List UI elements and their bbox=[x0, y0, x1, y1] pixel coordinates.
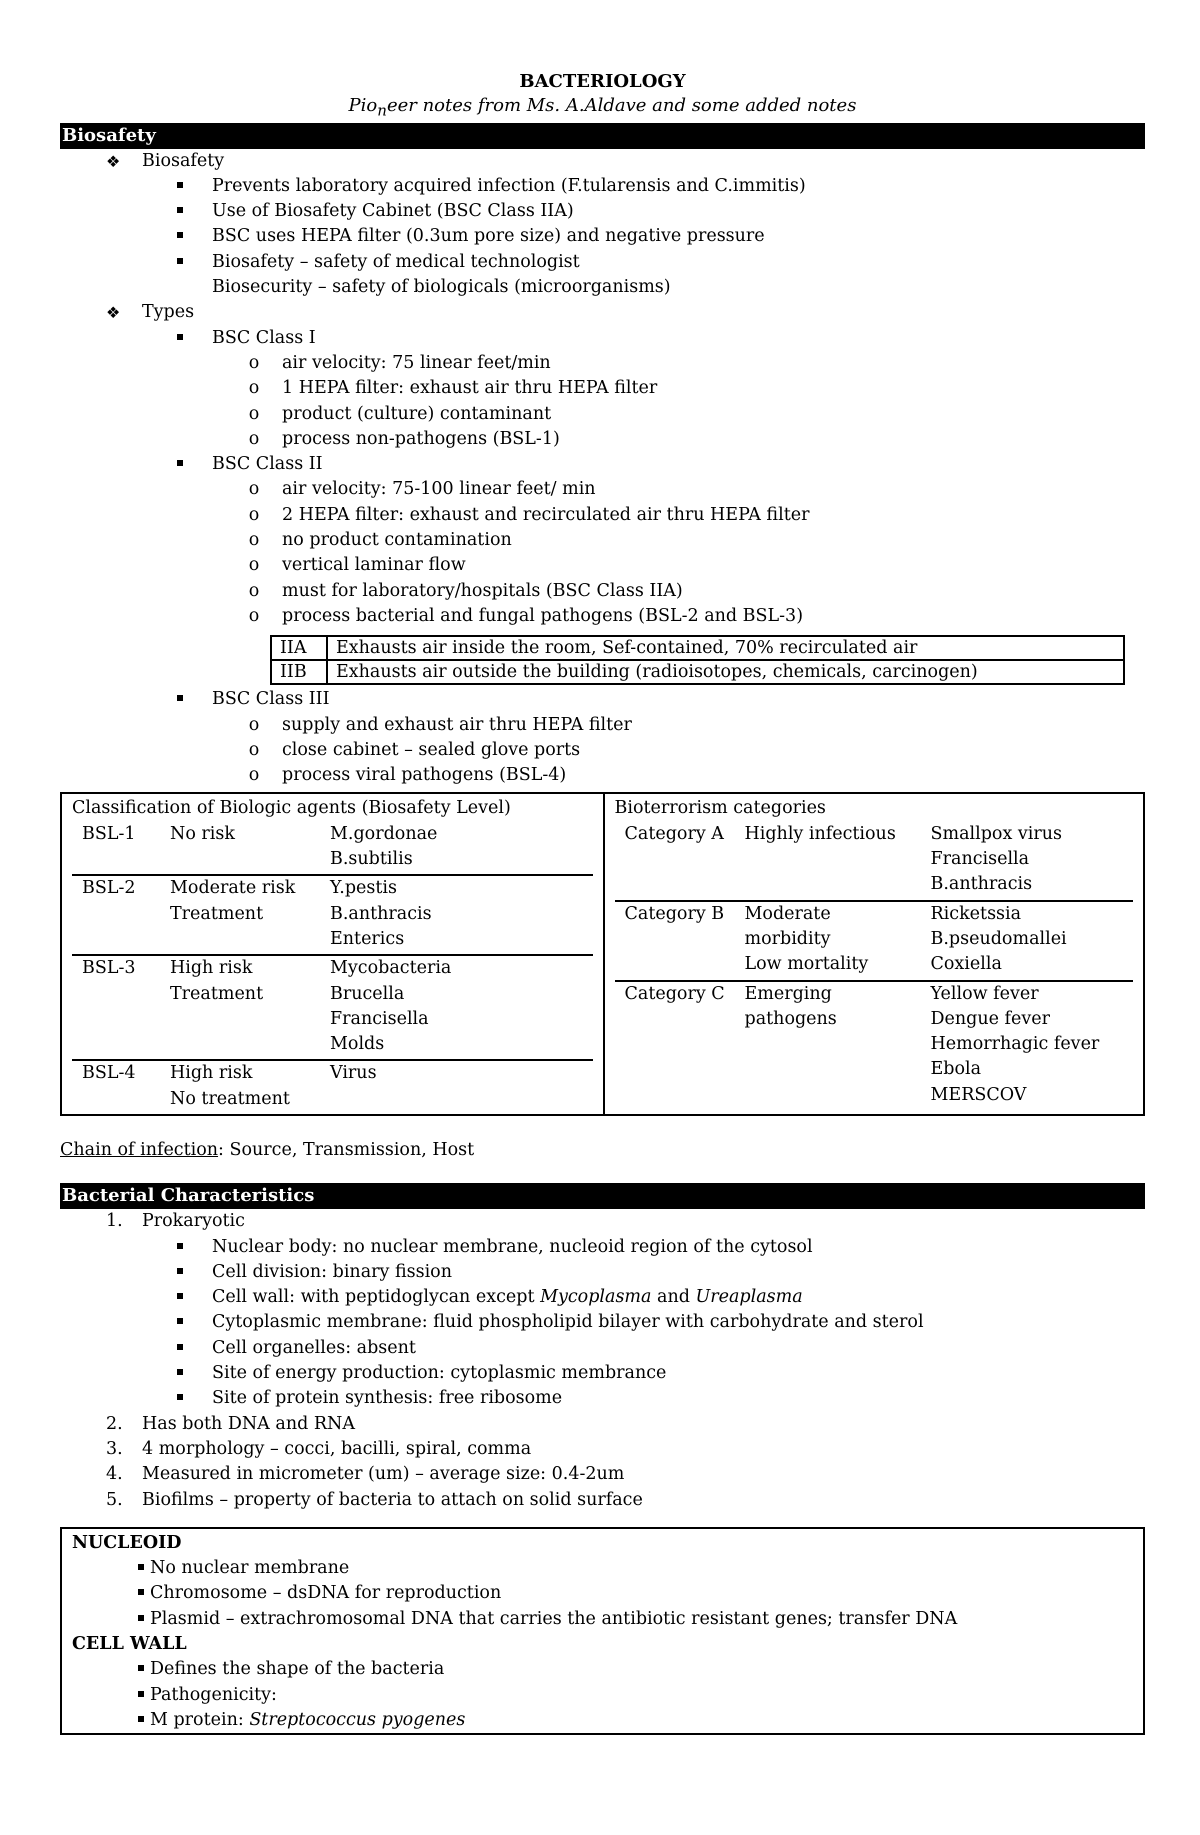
table-row bbox=[72, 822, 593, 877]
list-item: No nuclear membrane bbox=[72, 1556, 1133, 1581]
circle-bullet-icon: o bbox=[248, 580, 260, 601]
sub-item: o no product contamination bbox=[60, 528, 1145, 553]
subtitle-part: eer notes from Ms. A.Aldave and some added notes bbox=[386, 95, 857, 116]
circle-bullet-icon: o bbox=[248, 605, 260, 626]
bsl-table bbox=[62, 794, 603, 1114]
bsl-level: BSL-2 bbox=[82, 878, 136, 899]
list-item: Plasmid – extrachromosomal DNA that carries the antibiotic resistant genes; transfer DNA bbox=[72, 1607, 1133, 1632]
diamond-bullet-icon: ❖ bbox=[106, 303, 121, 323]
bt-desc: Moderate morbidity Low mortality bbox=[744, 903, 869, 975]
classification-grid bbox=[60, 792, 1145, 1116]
square-bullet-icon bbox=[134, 1683, 148, 1708]
heading-biosafety: ❖ Biosafety bbox=[60, 149, 1145, 174]
numbered-item: 3. 4 morphology – cocci, bacilli, spiral, comma bbox=[60, 1437, 1145, 1462]
bsl-agents: Virus bbox=[330, 1063, 377, 1084]
chain-text: : Source, Transmission, Host bbox=[218, 1139, 475, 1160]
bsl-table-title: Classification of Biologic agents (Biosafety Level) bbox=[72, 798, 511, 819]
list-item: Nuclear body: no nuclear membrane, nucleoid region of the cytosol bbox=[60, 1235, 1145, 1260]
document-page bbox=[60, 70, 1145, 1735]
list-item: Site of energy production: cytoplasmic membrance bbox=[60, 1361, 1145, 1386]
square-bullet-icon bbox=[134, 1581, 148, 1606]
square-bullet-icon bbox=[134, 1708, 148, 1733]
bsl-risk: No risk bbox=[170, 823, 235, 844]
list-item: M protein: Streptococcus pyogenes bbox=[72, 1708, 1133, 1733]
box-heading-nucleoid: NUCLEOID bbox=[72, 1532, 182, 1553]
circle-bullet-icon: o bbox=[248, 714, 260, 735]
sub-item: o process bacterial and fungal pathogens (BSL-2 and BSL-3) bbox=[60, 604, 1145, 629]
circle-bullet-icon: o bbox=[248, 403, 260, 424]
square-bullet-icon bbox=[134, 1657, 148, 1682]
list-number: 2. bbox=[106, 1413, 123, 1434]
table-row bbox=[72, 876, 593, 956]
square-bullet-icon bbox=[173, 1336, 187, 1361]
table-cell: Exhausts air outside the building (radioisotopes, chemicals, carcinogen) bbox=[327, 660, 1124, 684]
square-bullet-icon bbox=[173, 174, 187, 199]
bt-desc: Emerging pathogens bbox=[744, 983, 837, 1029]
bsc-class-3: BSC Class III bbox=[60, 687, 1145, 712]
list-item: Biosafety – safety of medical technologist bbox=[60, 250, 1145, 275]
table-row bbox=[271, 660, 1124, 684]
numbered-item: 2. Has both DNA and RNA bbox=[60, 1412, 1145, 1437]
square-bullet-icon bbox=[173, 1235, 187, 1260]
list-item-continuation: Biosecurity – safety of biologicals (microorganisms) bbox=[212, 277, 671, 298]
bt-category: Category A bbox=[624, 823, 724, 844]
bsl-level: BSL-4 bbox=[82, 1063, 136, 1084]
sub-item: o product (culture) contaminant bbox=[60, 402, 1145, 427]
square-bullet-icon bbox=[173, 1361, 187, 1386]
list-item: Defines the shape of the bacteria bbox=[72, 1657, 1133, 1682]
table-cell: IIB bbox=[271, 660, 327, 684]
nucleoid-cellwall-box bbox=[60, 1527, 1145, 1735]
table-cell: IIA bbox=[271, 636, 327, 660]
list-item: Site of protein synthesis: free ribosome bbox=[60, 1386, 1145, 1411]
bsl-agents: Mycobacteria Brucella Francisella Molds bbox=[330, 958, 452, 1055]
bsc-class-2: BSC Class II bbox=[60, 452, 1145, 477]
bt-category: Category B bbox=[624, 903, 725, 924]
bsl-risk: Moderate risk Treatment bbox=[170, 878, 296, 924]
bt-category: Category C bbox=[624, 983, 725, 1004]
bsl-agents: M.gordonae B.subtilis bbox=[330, 823, 438, 870]
circle-bullet-icon: o bbox=[248, 530, 260, 551]
square-bullet-icon bbox=[173, 1310, 187, 1335]
square-bullet-icon bbox=[173, 1260, 187, 1285]
list-item: Cell organelles: absent bbox=[60, 1336, 1145, 1361]
list-item: Pathogenicity: bbox=[72, 1683, 1133, 1708]
list-item: Prevents laboratory acquired infection (F.tularensis and C.immitis) bbox=[60, 174, 1145, 199]
sub-item: o supply and exhaust air thru HEPA filter bbox=[60, 713, 1145, 738]
circle-bullet-icon: o bbox=[248, 428, 260, 449]
table-row bbox=[271, 636, 1124, 660]
table-row bbox=[615, 982, 1134, 1110]
sub-item: o 1 HEPA filter: exhaust air thru HEPA filter bbox=[60, 376, 1145, 401]
bsl-risk: High risk Treatment bbox=[170, 958, 264, 1004]
bsl-level: BSL-3 bbox=[82, 958, 136, 979]
list-item: Use of Biosafety Cabinet (BSC Class IIA) bbox=[60, 199, 1145, 224]
doc-title: BACTERIOLOGY bbox=[519, 71, 686, 92]
sub-item: o must for laboratory/hospitals (BSC Class IIA) bbox=[60, 579, 1145, 604]
bsc-class-1: BSC Class I bbox=[60, 326, 1145, 351]
list-item: BSC uses HEPA filter (0.3um pore size) and negative pressure bbox=[60, 224, 1145, 249]
heading-types: ❖ Types bbox=[60, 300, 1145, 325]
square-bullet-icon bbox=[173, 326, 187, 351]
bsl-level: BSL-1 bbox=[82, 823, 136, 844]
numbered-item: 4. Measured in micrometer (um) – average size: 0.4-2um bbox=[60, 1462, 1145, 1487]
circle-bullet-icon: o bbox=[248, 504, 260, 525]
bt-agents: Yellow fever Dengue fever Hemorrhagic fever Ebola MERSCOV bbox=[930, 983, 1100, 1105]
square-bullet-icon bbox=[173, 687, 187, 712]
list-number: 4. bbox=[106, 1464, 123, 1485]
square-bullet-icon bbox=[134, 1607, 148, 1632]
circle-bullet-icon: o bbox=[248, 739, 260, 760]
table-row bbox=[72, 956, 593, 1061]
sub-item: o vertical laminar flow bbox=[60, 553, 1145, 578]
square-bullet-icon bbox=[173, 1386, 187, 1411]
sub-item: o air velocity: 75 linear feet/min bbox=[60, 351, 1145, 376]
bt-desc: Highly infectious bbox=[744, 823, 896, 844]
list-number: 5. bbox=[106, 1489, 123, 1510]
circle-bullet-icon: o bbox=[248, 765, 260, 786]
numbered-item: 5. Biofilms – property of bacteria to attach on solid surface bbox=[60, 1488, 1145, 1513]
square-bullet-icon bbox=[173, 1285, 187, 1310]
bsc-class-2-table bbox=[270, 635, 1125, 685]
circle-bullet-icon: o bbox=[248, 479, 260, 500]
table-cell: Exhausts air inside the room, Sef-contained, 70% recirculated air bbox=[327, 636, 1124, 660]
bt-agents: Ricketssia B.pseudomallei Coxiella bbox=[930, 903, 1067, 975]
table-row bbox=[615, 822, 1134, 902]
square-bullet-icon bbox=[134, 1556, 148, 1581]
square-bullet-icon bbox=[173, 452, 187, 477]
bioterrorism-table-title: Bioterrorism categories bbox=[614, 798, 826, 819]
square-bullet-icon bbox=[173, 224, 187, 249]
list-item: Chromosome – dsDNA for reproduction bbox=[72, 1581, 1133, 1606]
doc-subtitle bbox=[60, 94, 1145, 123]
list-number: 3. bbox=[106, 1438, 123, 1459]
diamond-bullet-icon: ❖ bbox=[106, 151, 121, 171]
section-bar-biosafety: Biosafety bbox=[60, 123, 1145, 149]
section-bar-characteristics: Bacterial Characteristics bbox=[60, 1183, 1145, 1209]
sub-item: o process viral pathogens (BSL-4) bbox=[60, 763, 1145, 788]
list-item: Cytoplasmic membrane: fluid phospholipid bilayer with carbohydrate and sterol bbox=[60, 1310, 1145, 1335]
bt-agents: Smallpox virus Francisella B.anthracis bbox=[930, 823, 1062, 895]
numbered-item: 1. Prokaryotic bbox=[60, 1209, 1145, 1234]
bioterrorism-table bbox=[603, 794, 1144, 1114]
chain-label: Chain of infection bbox=[60, 1139, 219, 1160]
sub-item: o close cabinet – sealed glove ports bbox=[60, 738, 1145, 763]
list-item: Cell division: binary fission bbox=[60, 1260, 1145, 1285]
bsl-agents: Y.pestis B.anthracis Enterics bbox=[330, 878, 432, 949]
bsl-risk: High risk No treatment bbox=[170, 1063, 290, 1109]
square-bullet-icon bbox=[173, 199, 187, 224]
subtitle-part: Pio bbox=[348, 95, 378, 116]
circle-bullet-icon: o bbox=[248, 378, 260, 399]
sub-item: o air velocity: 75-100 linear feet/ min bbox=[60, 477, 1145, 502]
list-item: Cell wall: with peptidoglycan except Mycoplasma and Ureaplasma bbox=[60, 1285, 1145, 1310]
chain-of-infection bbox=[60, 1138, 1145, 1163]
table-row bbox=[72, 1061, 593, 1114]
subtitle-sub: n bbox=[377, 101, 387, 120]
circle-bullet-icon: o bbox=[248, 555, 260, 576]
circle-bullet-icon: o bbox=[248, 352, 260, 373]
square-bullet-icon bbox=[173, 250, 187, 275]
sub-item: o process non-pathogens (BSL-1) bbox=[60, 427, 1145, 452]
box-heading-cell-wall: CELL WALL bbox=[72, 1634, 187, 1655]
list-number: 1. bbox=[106, 1211, 123, 1232]
table-row bbox=[615, 902, 1134, 982]
sub-item: o 2 HEPA filter: exhaust and recirculated air thru HEPA filter bbox=[60, 503, 1145, 528]
